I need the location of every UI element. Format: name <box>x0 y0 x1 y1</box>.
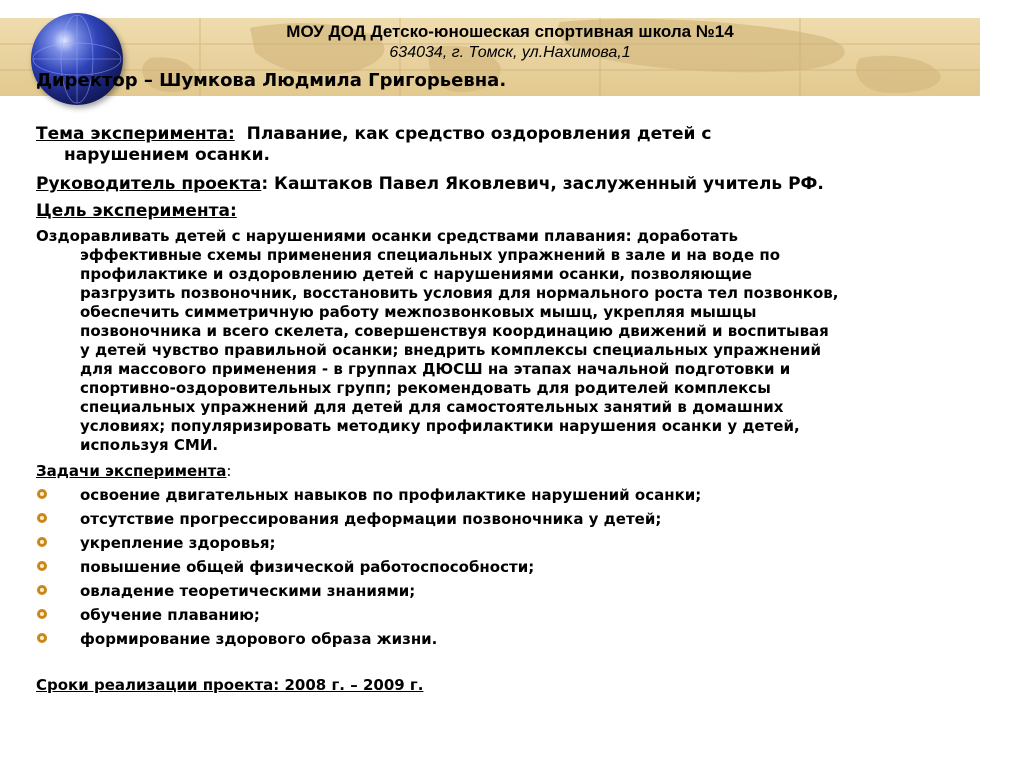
topic-label: Тема эксперимента: <box>36 124 235 144</box>
leader-label: Руководитель проекта <box>36 174 262 194</box>
goal-line: используя СМИ. <box>80 436 219 454</box>
topic-text-line1: Плавание, как средство оздоровления детей с <box>246 124 712 144</box>
tasks-list <box>36 485 701 653</box>
task-text: формирование здорового образа жизни. <box>80 630 438 648</box>
goal-heading: Цель эксперимента: <box>36 201 237 221</box>
bullet-icon <box>36 560 48 572</box>
bullet-icon <box>36 632 48 644</box>
task-text: освоение двигательных навыков по профилактике нарушений осанки; <box>80 486 702 504</box>
bullet-icon <box>36 488 48 500</box>
task-text: повышение общей физической работоспособности; <box>80 558 535 576</box>
bullet-icon <box>36 536 48 548</box>
goal-line: для массового применения - в группах ДЮСШ на этапах начальной подготовки и <box>80 360 791 378</box>
globe-logo <box>31 13 123 105</box>
task-item <box>36 533 701 557</box>
task-item <box>36 485 701 509</box>
tasks-heading <box>36 462 231 480</box>
task-item <box>36 557 701 581</box>
goal-paragraph <box>36 227 1006 455</box>
bullet-icon <box>36 584 48 596</box>
school-name: МОУ ДОД Детско-юношеская спортивная школа №14 <box>286 22 734 41</box>
goal-line: разгрузить позвоночник, восстановить условия для нормального роста тел позвонков, <box>80 284 839 302</box>
project-deadline: Сроки реализации проекта: 2008 г. – 2009 г. <box>36 676 424 694</box>
tasks-colon: : <box>226 462 232 480</box>
topic-text-line2: нарушением осанки. <box>64 145 270 165</box>
goal-line: эффективные схемы применения специальных упражнений в зале и на воде по <box>80 246 781 264</box>
task-item <box>36 509 701 533</box>
goal-line: специальных упражнений для детей для самостоятельных занятий в домашних <box>80 398 784 416</box>
goal-line: у детей чувство правильной осанки; внедрить комплексы специальных упражнений <box>80 341 821 359</box>
bullet-icon <box>36 608 48 620</box>
goal-line: обеспечить симметричную работу межпозвонковых мышц, укрепляя мышцы <box>80 303 757 321</box>
director-line: Директор – Шумкова Людмила Григорьевна. <box>36 70 507 91</box>
tasks-label: Задачи эксперимента <box>36 462 227 480</box>
goal-line: позвоночника и всего скелета, совершенствуя координацию движений и воспитывая <box>80 322 829 340</box>
leader-text: : Каштаков Павел Яковлевич, заслуженный учитель РФ. <box>261 174 824 194</box>
task-item <box>36 605 701 629</box>
goal-line: профилактике и оздоровлению детей с нарушениями осанки, позволяющие <box>80 265 752 283</box>
project-leader <box>36 174 824 194</box>
school-address: 634034, г. Томск, ул.Нахимова,1 <box>389 44 631 61</box>
task-item <box>36 629 701 653</box>
bullet-icon <box>36 512 48 524</box>
goal-line: спортивно-оздоровительных групп; рекомендовать для родителей комплексы <box>80 379 771 397</box>
task-text: укрепление здоровья; <box>80 534 276 552</box>
goal-line: Оздоравливать детей с нарушениями осанки средствами плавания: доработать <box>36 227 738 245</box>
globe-grid <box>31 13 123 105</box>
topic-first-line <box>36 124 1006 145</box>
task-text: обучение плаванию; <box>80 606 260 624</box>
task-item <box>36 581 701 605</box>
task-text: овладение теоретическими знаниями; <box>80 582 416 600</box>
task-text: отсутствие прогрессирования деформации позвоночника у детей; <box>80 510 662 528</box>
goal-line: условиях; популяризировать методику профилактики нарушения осанки у детей, <box>80 417 800 435</box>
experiment-topic <box>36 124 1006 166</box>
